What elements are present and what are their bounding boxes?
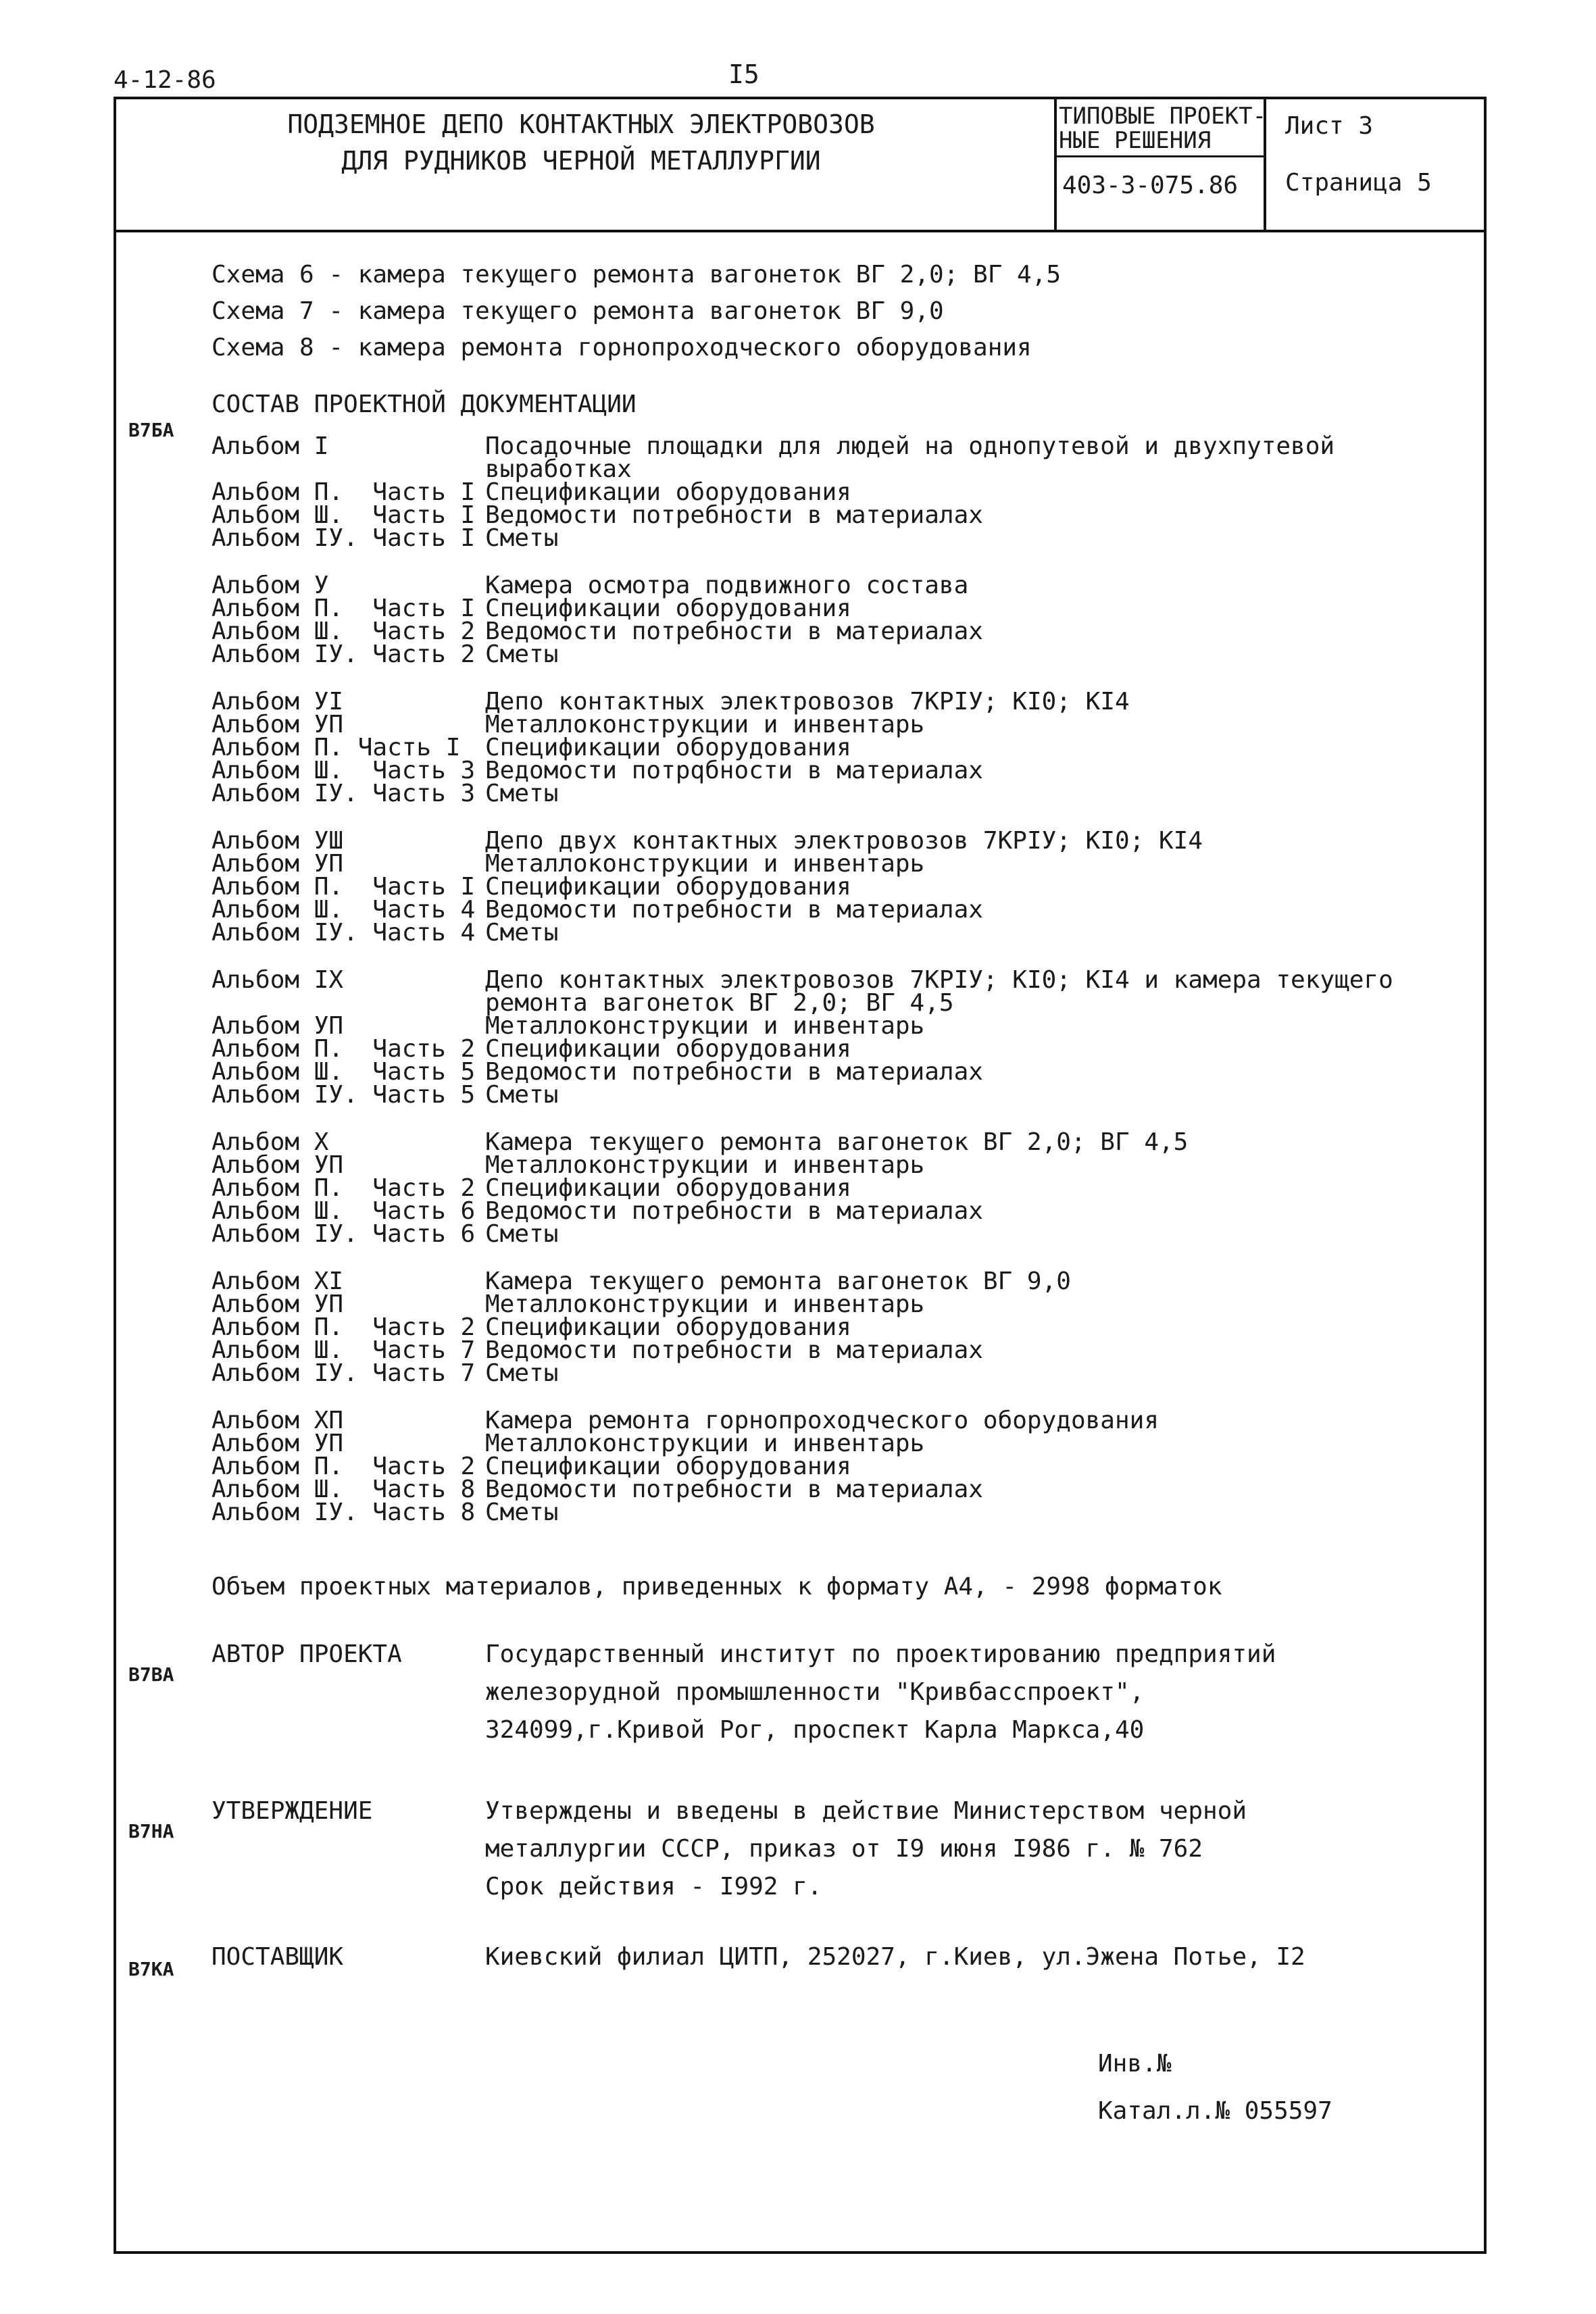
album-description: Металлоконструкции и инвентарь — [485, 711, 925, 738]
album-label: Альбом УП — [211, 850, 344, 878]
approval-line: Утверждены и введены в действие Министерством черной — [485, 1797, 1247, 1825]
album-label: Альбом УП — [211, 1430, 344, 1457]
header-title-line2: ДЛЯ РУДНИКОВ ЧЕРНОЙ МЕТАЛЛУРГИИ — [341, 146, 821, 176]
composition-heading: СОСТАВ ПРОЕКТНОЙ ДОКУМЕНТАЦИИ — [211, 391, 637, 418]
album-description: Ведомости потребности в материалах — [485, 1476, 983, 1503]
album-label: Альбом XП — [211, 1407, 344, 1434]
scheme-line: Схема 7 - камера текущего ремонта вагонеток ВГ 9,0 — [211, 297, 944, 325]
album-description: Спецификации оборудования — [485, 1313, 851, 1341]
album-label: Альбом П. Часть I — [211, 873, 476, 901]
album-label: Альбом IУ. Часть 3 — [211, 780, 476, 807]
album-description: Камера осмотра подвижного состава — [485, 572, 969, 599]
album-label: Альбом X — [211, 1128, 329, 1156]
supplier-label: ПОСТАВЩИК — [211, 1943, 344, 1971]
album-label: Альбом IУ. Часть 7 — [211, 1359, 476, 1387]
album-label: Альбом Ш. Часть I — [211, 501, 476, 529]
header-page: Страница 5 — [1285, 169, 1432, 197]
album-description: Депо контактных электровозов 7КРIУ; КI0; КI4 — [485, 688, 1130, 715]
scheme-line: Схема 8 - камера ремонта горнопроходческого оборудования — [211, 334, 1032, 361]
album-label: Альбом УП — [211, 1290, 344, 1318]
header-title-line1: ПОДЗЕМНОЕ ДЕПО КОНТАКТНЫХ ЭЛЕКТРОВОЗОВ — [287, 109, 875, 139]
album-description: Камера текущего ремонта вагонеток ВГ 9,0 — [485, 1267, 1071, 1295]
album-label: Альбом П. Часть 2 — [211, 1313, 476, 1341]
author-code: В7ВА — [128, 1663, 174, 1686]
album-label: Альбом Ш. Часть 3 — [211, 757, 476, 784]
inventory-number: Инв.№ — [1098, 2050, 1172, 2078]
album-label: Альбом УШ — [211, 827, 344, 855]
album-description: Спецификации оборудования — [485, 1174, 851, 1202]
author-label: АВТОР ПРОЕКТА — [211, 1640, 402, 1668]
album-description: Спецификации оборудования — [485, 1453, 851, 1480]
album-label: Альбом П. Часть 2 — [211, 1453, 476, 1480]
album-label: Альбом IУ. Часть 8 — [211, 1499, 476, 1526]
album-label: Альбом УI — [211, 688, 344, 715]
album-description: Сметы — [485, 780, 559, 807]
album-label: Альбом УП — [211, 1151, 344, 1179]
approval-code: В7НА — [128, 1820, 174, 1842]
album-label: Альбом IУ. Часть 4 — [211, 919, 476, 947]
album-label: Альбом Ш. Часть 5 — [211, 1058, 476, 1086]
album-label: Альбом Ш. Часть 6 — [211, 1197, 476, 1225]
album-label: Альбом У — [211, 572, 329, 599]
album-description: ремонта вагонеток ВГ 2,0; ВГ 4,5 — [485, 989, 954, 1017]
album-description: Сметы — [485, 640, 559, 668]
album-description: Спецификации оборудования — [485, 478, 851, 506]
album-label: Альбом П. Часть 2 — [211, 1174, 476, 1202]
approval-label: УТВЕРЖДЕНИЕ — [211, 1797, 373, 1825]
album-description: Ведомости потребности в материалах — [485, 896, 983, 924]
supplier-code: В7КА — [128, 1958, 174, 1980]
supplier-text: Киевский филиал ЦИТП, 252027, г.Киев, ул.Эжена Потье, I2 — [485, 1943, 1305, 1971]
album-label: Альбом Ш. Часть 2 — [211, 618, 476, 645]
album-label: Альбом I — [211, 432, 329, 460]
album-description: Металлоконструкции и инвентарь — [485, 1012, 925, 1040]
album-description: Ведомости потребности в материалах — [485, 1197, 983, 1225]
album-description: Сметы — [485, 524, 559, 552]
album-description: Спецификации оборудования — [485, 734, 851, 761]
album-label: Альбом Ш. Часть 8 — [211, 1476, 476, 1503]
album-label: Альбом П. Часть 2 — [211, 1035, 476, 1063]
album-description: Металлоконструкции и инвентарь — [485, 850, 925, 878]
album-label: Альбом IX — [211, 966, 344, 994]
album-description: Ведомости потрqбности в материалах — [485, 757, 983, 784]
album-description: Депо контактных электровозов 7КРIУ; КI0; КI4 и камера текущего — [485, 966, 1393, 994]
album-label: Альбом П. Часть I — [211, 595, 476, 622]
album-label: Альбом Ш. Часть 4 — [211, 896, 476, 924]
author-line: железорудной промышленности "Кривбасспроект", — [485, 1678, 1145, 1706]
header-divider — [114, 230, 1487, 232]
album-description: Металлоконструкции и инвентарь — [485, 1151, 925, 1179]
album-description: Сметы — [485, 1499, 559, 1526]
album-description: Депо двух контактных электровозов 7КРIУ; КI0; КI4 — [485, 827, 1203, 855]
album-description: Камера ремонта горнопроходческого оборудования — [485, 1407, 1159, 1434]
approval-line: металлургии СССР, приказ от I9 июня I986 г. № 762 — [485, 1835, 1203, 1863]
album-label: Альбом УП — [211, 711, 344, 738]
album-description: Спецификации оборудования — [485, 595, 851, 622]
album-description: Камера текущего ремонта вагонеток ВГ 2,0; ВГ 4,5 — [485, 1128, 1189, 1156]
album-description: Ведомости потребности в материалах — [485, 1058, 983, 1086]
catalog-number: Катал.л.№ 055597 — [1098, 2097, 1332, 2125]
album-description: Ведомости потребности в материалах — [485, 1336, 983, 1364]
header-divider-v1 — [1054, 97, 1057, 230]
page-number: I5 — [728, 59, 759, 89]
header-type-line1: ТИПОВЫЕ ПРОЕКТ- — [1059, 103, 1267, 130]
album-description: Посадочные площадки для людей на однопутевой и двухпутевой — [485, 432, 1335, 460]
album-label: Альбом Ш. Часть 7 — [211, 1336, 476, 1364]
document-date: 4-12-86 — [114, 66, 216, 94]
album-description: Ведомости потребности в материалах — [485, 501, 983, 529]
album-label: Альбом П. Часть I — [211, 734, 461, 761]
album-label: Альбом XI — [211, 1267, 344, 1295]
album-description: Сметы — [485, 1220, 559, 1248]
author-line: Государственный институт по проектированию предприятий — [485, 1640, 1276, 1668]
album-label: Альбом IУ. Часть 2 — [211, 640, 476, 668]
scheme-line: Схема 6 - камера текущего ремонта вагонеток ВГ 2,0; ВГ 4,5 — [211, 261, 1062, 288]
volume-line: Объем проектных материалов, приведенных к формату А4, - 2998 форматок — [211, 1573, 1222, 1601]
album-label: Альбом IУ. Часть 6 — [211, 1220, 476, 1248]
header-sheet: Лист 3 — [1285, 112, 1374, 140]
album-description: Сметы — [485, 1359, 559, 1387]
album-description: Спецификации оборудования — [485, 873, 851, 901]
header-divider-h — [1055, 155, 1264, 157]
album-description: Металлоконструкции и инвентарь — [485, 1290, 925, 1318]
composition-code: В7БА — [128, 419, 174, 441]
album-label: Альбом IУ. Часть 5 — [211, 1081, 476, 1109]
album-description: Сметы — [485, 1081, 559, 1109]
album-description: Металлоконструкции и инвентарь — [485, 1430, 925, 1457]
album-description: Ведомости потребности в материалах — [485, 618, 983, 645]
header-doc-number: 403-3-075.86 — [1062, 172, 1239, 199]
album-description: выработках — [485, 455, 632, 483]
author-line: 324099,г.Кривой Рог, проспект Карла Маркса,40 — [485, 1716, 1145, 1744]
album-label: Альбом IУ. Часть I — [211, 524, 476, 552]
album-label: Альбом УП — [211, 1012, 344, 1040]
album-description: Спецификации оборудования — [485, 1035, 851, 1063]
album-label: Альбом П. Часть I — [211, 478, 476, 506]
approval-line: Срок действия - I992 г. — [485, 1873, 822, 1901]
album-description: Сметы — [485, 919, 559, 947]
header-type-line2: НЫЕ РЕШЕНИЯ — [1059, 127, 1212, 154]
